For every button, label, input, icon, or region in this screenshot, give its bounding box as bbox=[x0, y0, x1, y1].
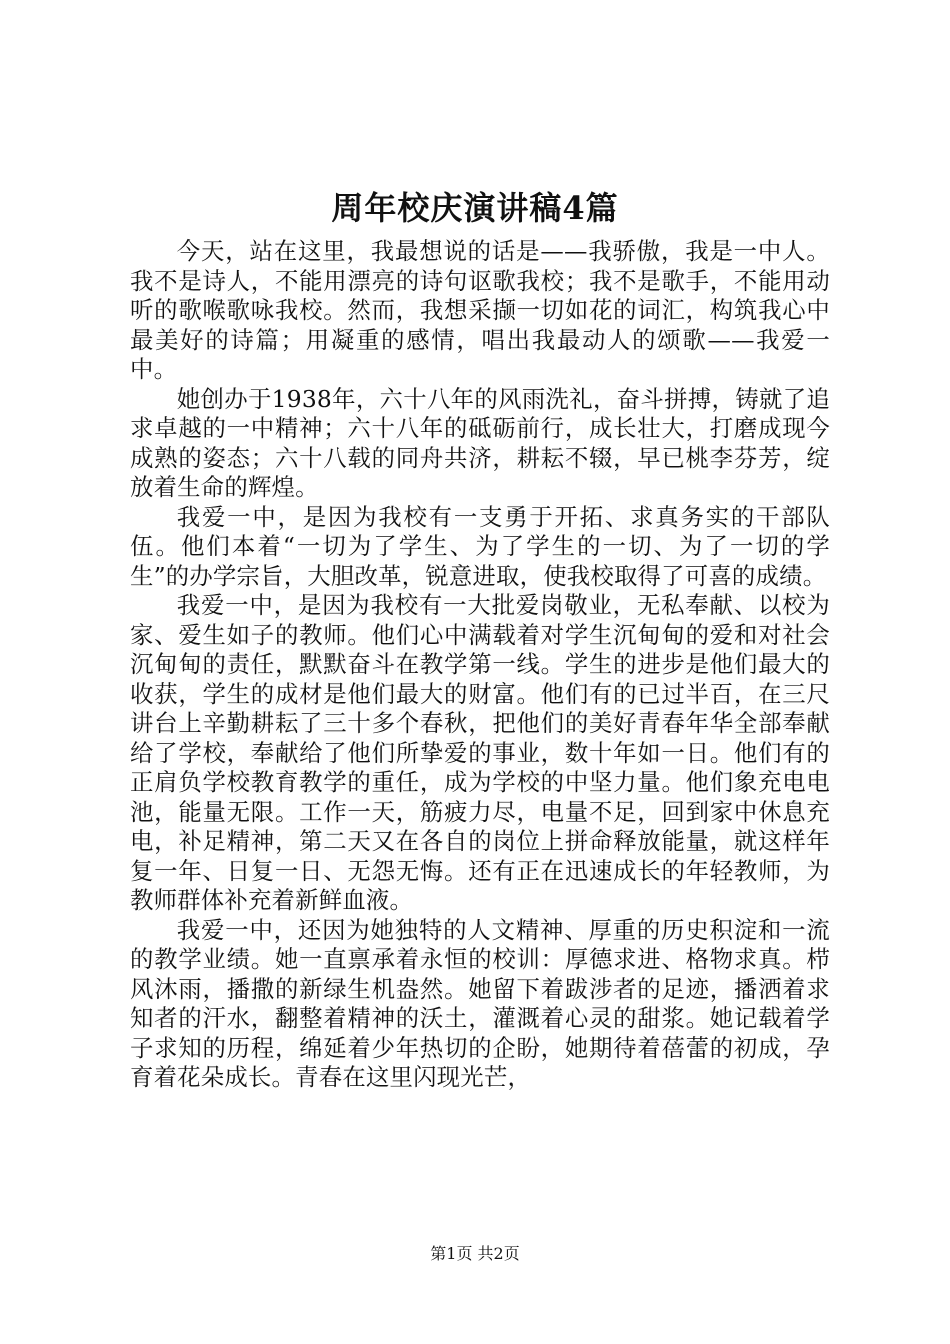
document-title: 周年校庆演讲稿4篇 bbox=[331, 189, 619, 227]
paragraph-4: 我爱一中，是因为我校有一大批爱岗敬业，无私奉献、以校为家、爱生如子的教师。他们心中满载着对学生沉甸甸的爱和对社会沉甸甸的责任，默默奋斗在教学第一线。学生的进步是他们最大的收获，学生的成材是他们最大的财富。他们有的已过半百，在三尺讲台上辛勤耕耘了三十多个春秋，把他们的美好青春年华全部奉献给了学校，奉献给了他们所挚爱的事业，数十年如一日。他们有的正肩负学校教育教学的重任，成为学校的中坚力量。他们象充电电池，能量无限。工作一天，筋疲力尽，电量不足，回到家中休息充电，补足精神，第二天又在各自的岗位上拼命释放能量，就这样年复一年、日复一日、无怨无悔。还有正在迅速成长的年轻教师，为教师群体补充着新鲜血液。 bbox=[130, 591, 830, 914]
document-body bbox=[130, 237, 830, 1093]
paragraph-3: 我爱一中，是因为我校有一支勇于开拓、求真务实的干部队伍。他们本着“一切为了学生、为了学生的一切、为了一切的学生”的办学宗旨，大胆改革，锐意进取，使我校取得了可喜的成绩。 bbox=[130, 502, 830, 590]
paragraph-1: 今天，站在这里，我最想说的话是——我骄傲，我是一中人。我不是诗人，不能用漂亮的诗句讴歌我校；我不是歌手，不能用动听的歌喉歌咏我校。然而，我想采撷一切如花的词汇，构筑我心中最美好的诗篇；用凝重的感情，唱出我最动人的颂歌——我爱一中。 bbox=[130, 237, 830, 383]
paragraph-5: 我爱一中，还因为她独特的人文精神、厚重的历史积淀和一流的教学业绩。她一直禀承着永恒的校训：厚德求进、格物求真。栉风沐雨，播撒的新绿生机盎然。她留下着跋涉者的足迹，播洒着求知者的汗水，翻整着精神的沃土，灌溉着心灵的甜浆。她记载着学子求知的历程，绵延着少年热切的企盼，她期待着蓓蕾的初成，孕育着花朵成长。青春在这里闪现光芒， bbox=[130, 915, 830, 1091]
page-number-footer: 第1页 共2页 bbox=[430, 1244, 520, 1263]
paragraph-2: 她创办于1938年，六十八年的风雨洗礼，奋斗拼搏，铸就了追求卓越的一中精神；六十八年的砥砺前行，成长壮大，打磨成现今成熟的姿态；六十八载的同舟共济，耕耘不辍，早已桃李芬芳，绽放着生命的辉煌。 bbox=[130, 384, 830, 501]
